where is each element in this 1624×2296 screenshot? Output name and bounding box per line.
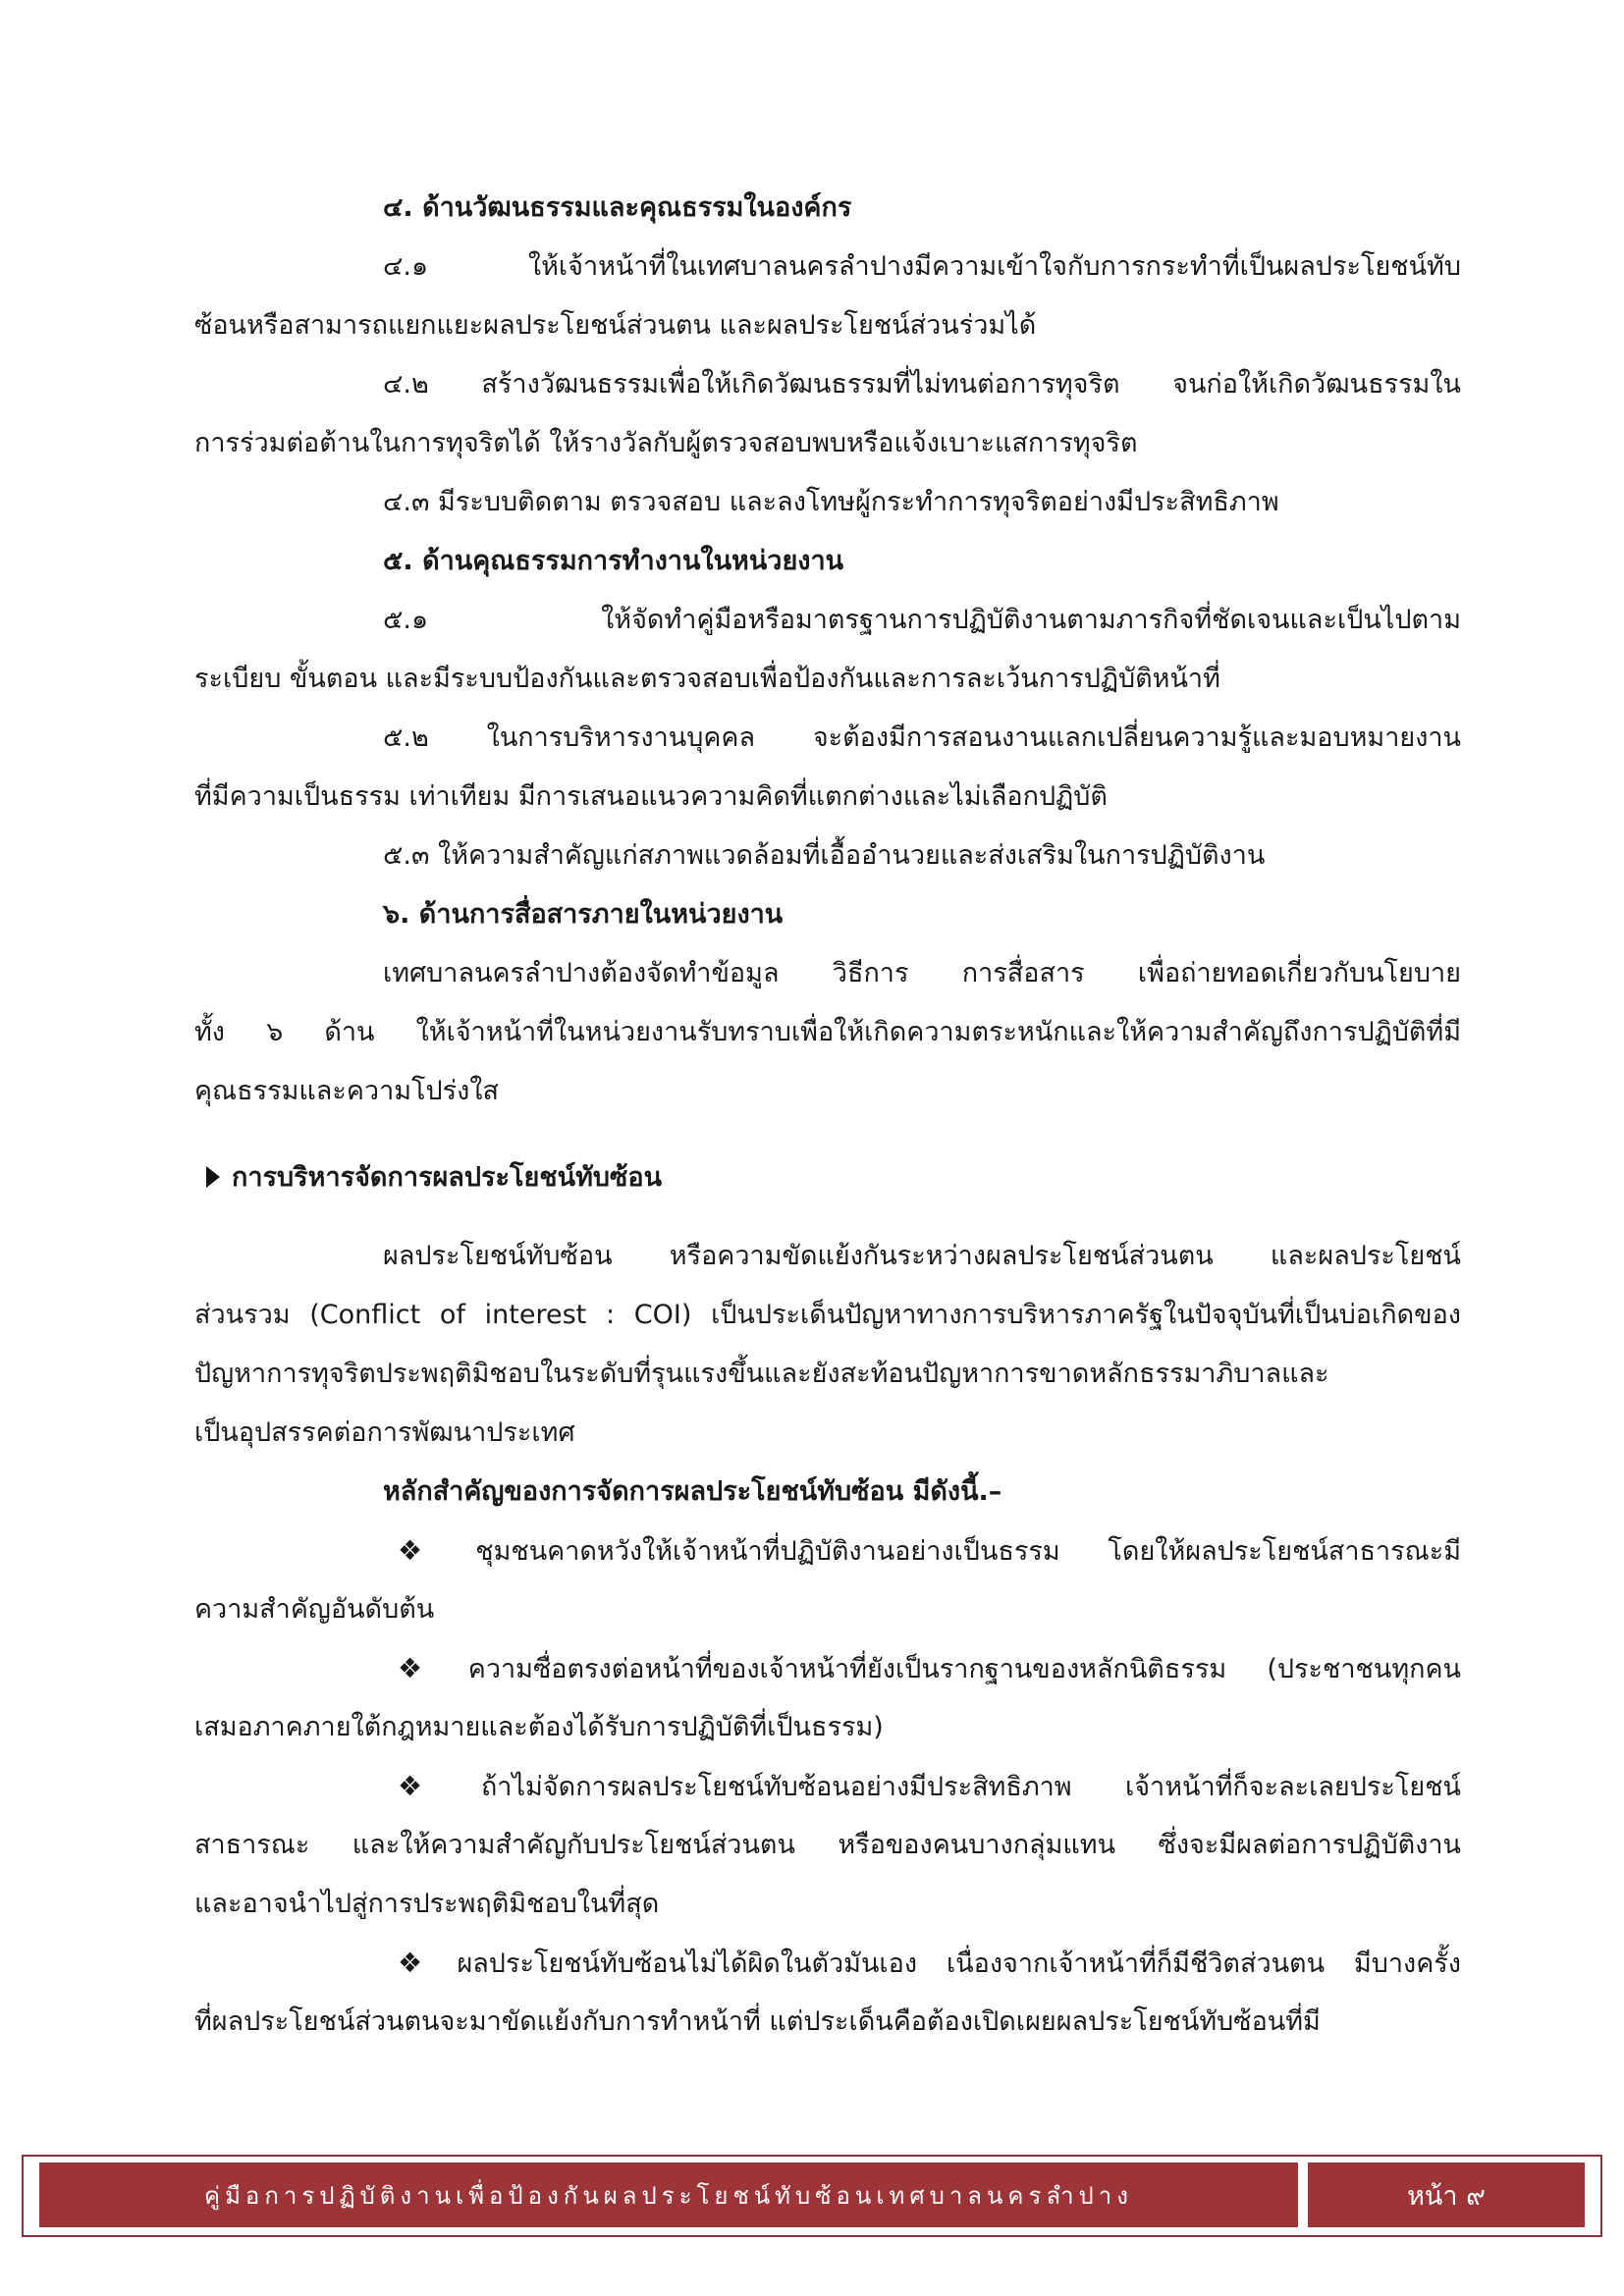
coi-heading <box>206 1158 662 1198</box>
section-5-3: ๕.๓ ให้ความสำคัญแก่สภาพแวดล้อมที่เอื้ออำนวยและส่งเสริมในการปฏิบัติงาน <box>383 840 1266 871</box>
principle-3-text: ถ้าไม่จัดการผลประโยชน์ทับซ้อนอย่างมีประสิทธิภาพ เจ้าหน้าที่ก็จะละเลยประโยชน์ <box>480 1772 1461 1802</box>
principle-2-line-1 <box>398 1649 1461 1689</box>
coi-paragraph-line-3: ปัญหาการทุจริตประพฤติมิชอบในระดับที่รุนแรงขึ้นและยังสะท้อนปัญหาการขาดหลักธรรมาภิบาลและ <box>194 1359 1329 1389</box>
footer-title: คู่มือการปฏิบัติงานเพื่อป้องกันผลประโยชน์ทับซ้อนเทศบาลนครลำปาง <box>204 2181 1133 2210</box>
section-4-2-line-2: การร่วมต่อต้านในการทุจริตได้ ให้รางวัลกับผู้ตรวจสอบพบหรือแจ้งเบาะแสการทุจริต <box>194 428 1138 458</box>
diamond-bullet-icon: ❖ <box>398 1652 455 1684</box>
coi-paragraph-line-2: ส่วนรวม (Conflict of interest : COI) เป็นประเด็นปัญหาทางการบริหารภาครัฐในปัจจุบันที่เป็นบ่อเกิดของ <box>194 1300 1461 1330</box>
section-6-heading: ๖. ด้านการสื่อสารภายในหน่วยงาน <box>383 899 784 930</box>
diamond-bullet-icon: ❖ <box>398 1770 467 1802</box>
section-4-3: ๔.๓ มีระบบติดตาม ตรวจสอบ และลงโทษผู้กระทำการทุจริตอย่างมีประสิทธิภาพ <box>383 487 1279 517</box>
principle-3-line-2: สาธารณะ และให้ความสำคัญกับประโยชน์ส่วนตน หรือของคนบางกลุ่มแทน ซึ่งจะมีผลต่อการปฏิบัติงาน <box>194 1830 1461 1860</box>
principle-4-line-1 <box>398 1944 1461 1984</box>
principle-3-line-1 <box>398 1767 1461 1807</box>
section-5-1-line-1: ๕.๑ ให้จัดทำคู่มือหรือมาตรฐานการปฏิบัติงานตามภารกิจที่ชัดเจนและเป็นไปตาม <box>383 605 1461 635</box>
principle-2-text: ความซื่อตรงต่อหน้าที่ของเจ้าหน้าที่ยังเป็นรากฐานของหลักนิติธรรม (ประชาชนทุกคน <box>467 1654 1461 1684</box>
footer-page-box <box>1308 2163 1585 2227</box>
section-4-1-line-1: ๔.๑ ให้เจ้าหน้าที่ในเทศบาลนครลำปางมีความเข้าใจกับการกระทำที่เป็นผลประโยชน์ทับ <box>383 251 1461 282</box>
principle-1-line-2: ความสำคัญอันดับต้น <box>194 1594 435 1625</box>
section-4-1-line-2: ซ้อนหรือสามารถแยกแยะผลประโยชน์ส่วนตน และผลประโยชน์ส่วนร่วมได้ <box>194 310 1037 341</box>
section-5-2-line-2: ที่มีความเป็นธรรม เท่าเทียม มีการเสนอแนวความคิดที่แตกต่างและไม่เลือกปฏิบัติ <box>194 781 1108 812</box>
diamond-bullet-icon: ❖ <box>398 1534 462 1567</box>
section-6-line-1: เทศบาลนครลำปางต้องจัดทำข้อมูล วิธีการ การสื่อสาร เพื่อถ่ายทอดเกี่ยวกับนโยบาย <box>383 958 1461 988</box>
coi-paragraph-line-1: ผลประโยชน์ทับซ้อน หรือความขัดแย้งกันระหว่างผลประโยชน์ส่วนตน และผลประโยชน์ <box>383 1241 1461 1271</box>
section-4-2-line-1: ๔.๒ สร้างวัฒนธรรมเพื่อให้เกิดวัฒนธรรมที่ไม่ทนต่อการทุจริต จนก่อให้เกิดวัฒนธรรมใน <box>383 369 1461 400</box>
principle-4-line-2: ที่ผลประโยชน์ส่วนตนจะมาขัดแย้งกับการทำหน้าที่ แต่ประเด็นคือต้องเปิดเผยผลประโยชน์ทับซ้อนที่มี <box>194 2006 1321 2037</box>
footer-title-box <box>39 2163 1298 2227</box>
section-5-1-line-2: ระเบียบ ขั้นตอน และมีระบบป้องกันและตรวจสอบเพื่อป้องกันและการละเว้นการปฏิบัติหน้าที่ <box>194 664 1220 694</box>
page-number: หน้า ๙ <box>1407 2180 1486 2212</box>
section-4-heading: ๔. ด้านวัฒนธรรมและคุณธรรมในองค์กร <box>383 192 852 223</box>
section-5-2-line-1: ๕.๒ ในการบริหารงานบุคคล จะต้องมีการสอนงานแลกเปลี่ยนความรู้และมอบหมายงาน <box>383 722 1461 753</box>
principle-4-text: ผลประโยชน์ทับซ้อนไม่ได้ผิดในตัวมันเอง เนื่องจากเจ้าหน้าที่ก็มีชีวิตส่วนตน มีบางครั้ง <box>457 1949 1461 1979</box>
section-6-line-3: คุณธรรมและความโปร่งใส <box>194 1076 500 1106</box>
principle-1-text: ชุมชนคาดหวังให้เจ้าหน้าที่ปฏิบัติงานอย่างเป็นธรรม โดยให้ผลประโยชน์สาธารณะมี <box>475 1536 1461 1567</box>
coi-heading-text: การบริหารจัดการผลประโยชน์ทับซ้อน <box>232 1162 663 1193</box>
principle-3-line-3: และอาจนำไปสู่การประพฤติมิชอบในที่สุด <box>194 1889 660 1919</box>
section-6-line-2: ทั้ง ๖ ด้าน ให้เจ้าหน้าที่ในหน่วยงานรับทราบเพื่อให้เกิดความตระหนักและให้ความสำคัญถึงการปฏิบัติที่มี <box>194 1017 1461 1047</box>
principle-2-line-2: เสมอภาคภายใต้กฎหมายและต้องได้รับการปฏิบัติที่เป็นธรรม) <box>194 1712 884 1742</box>
principle-1-line-1 <box>398 1531 1461 1572</box>
coi-paragraph-line-4: เป็นอุปสรรคต่อการพัฒนาประเทศ <box>194 1417 575 1448</box>
triangle-right-icon <box>206 1166 220 1188</box>
diamond-bullet-icon: ❖ <box>398 1947 444 1979</box>
section-5-heading: ๕. ด้านคุณธรรมการทำงานในหน่วยงาน <box>383 546 844 576</box>
principles-heading: หลักสำคัญของการจัดการผลประโยชน์ทับซ้อน มีดังนี้.– <box>383 1476 1002 1507</box>
